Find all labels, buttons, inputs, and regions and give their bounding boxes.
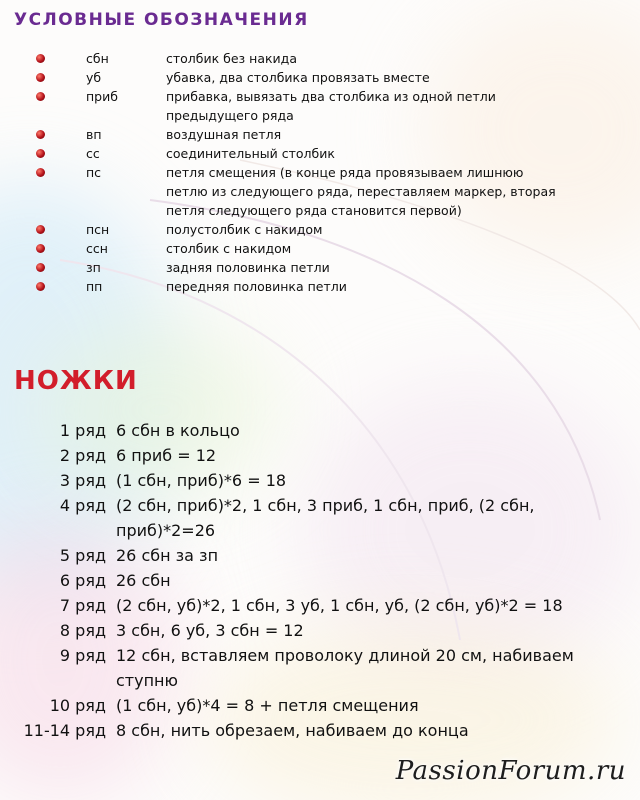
row-number: 1 ряд (59, 421, 106, 440)
watermark: PassionForum.ru (395, 756, 626, 786)
row-text (116, 693, 610, 718)
row-text (116, 418, 610, 443)
red-bead-bullet-icon (36, 125, 48, 144)
legend-item (36, 239, 616, 258)
red-bead-bullet-icon (36, 49, 48, 68)
row-number: 8 ряд (59, 621, 106, 640)
legend-item (36, 220, 616, 239)
legend-abbr: пп (86, 279, 103, 294)
row-text (116, 593, 610, 618)
row-text (116, 568, 610, 593)
row-text (116, 493, 610, 543)
legend-desc (166, 220, 616, 239)
row-text-line: (1 сбн, приб)*6 = 18 (116, 471, 287, 490)
legend-desc (166, 125, 616, 144)
legend-item (36, 68, 616, 87)
row-number: 6 ряд (59, 571, 106, 590)
row-text-line: приб)*2=26 (116, 521, 216, 540)
legend-item (36, 87, 616, 125)
legend-abbr: сбн (86, 51, 109, 66)
legend-item (36, 277, 616, 296)
row-text (116, 718, 610, 743)
row-text (116, 443, 610, 468)
legend-item (36, 144, 616, 163)
row-text (116, 643, 610, 693)
row-number: 5 ряд (59, 546, 106, 565)
row-text-line: 3 сбн, 6 уб, 3 сбн = 12 (116, 621, 304, 640)
instruction-row (0, 493, 610, 543)
instruction-row (0, 643, 610, 693)
legend-desc-line: соединительный столбик (166, 146, 335, 161)
row-number: 2 ряд (59, 446, 106, 465)
legend-desc-line: столбик с накидом (166, 241, 292, 256)
legend-desc (166, 49, 616, 68)
legend-abbr: пс (86, 165, 102, 180)
legend-abbr: ссн (86, 241, 108, 256)
legend-desc-line: воздушная петля (166, 127, 282, 142)
legend-desc-line: задняя половинка петли (166, 260, 330, 275)
legend-desc-line: прибавка, вывязать два столбика из одной петли (166, 89, 496, 104)
row-text (116, 543, 610, 568)
legend-desc (166, 277, 616, 296)
red-bead-bullet-icon (36, 277, 48, 296)
instruction-row (0, 618, 610, 643)
legend-desc-line: полустолбик с накидом (166, 222, 323, 237)
legend-desc (166, 87, 616, 125)
instruction-row (0, 468, 610, 493)
legend-desc-line: убавка, два столбика провязать вместе (166, 70, 430, 85)
instruction-row (0, 593, 610, 618)
row-number: 3 ряд (59, 471, 106, 490)
row-number: 11-14 ряд (23, 721, 106, 740)
legend-abbr: вп (86, 127, 102, 142)
row-text-line: 6 приб = 12 (116, 446, 217, 465)
legend-title: УСЛОВНЫЕ ОБОЗНАЧЕНИЯ (14, 10, 309, 30)
red-bead-bullet-icon (36, 220, 48, 239)
legend-desc-line: передняя половинка петли (166, 279, 347, 294)
instruction-row (0, 418, 610, 443)
instruction-row (0, 443, 610, 468)
legend-abbr: псн (86, 222, 110, 237)
red-bead-bullet-icon (36, 68, 48, 87)
legend-desc (166, 144, 616, 163)
legend-desc (166, 68, 616, 87)
instruction-row (0, 568, 610, 593)
legend-list (36, 49, 616, 296)
red-bead-bullet-icon (36, 87, 48, 125)
legend-item (36, 49, 616, 68)
row-text-line: ступню (116, 671, 178, 690)
legend-desc (166, 163, 616, 220)
row-text-line: (2 сбн, приб)*2, 1 сбн, 3 приб, 1 сбн, приб, (2 сбн, (116, 496, 535, 515)
legend-item (36, 163, 616, 220)
red-bead-bullet-icon (36, 258, 48, 277)
legend-abbr: сс (86, 146, 100, 161)
row-text-line: 12 сбн, вставляем проволоку длиной 20 см, набиваем (116, 646, 574, 665)
legend-abbr: уб (86, 70, 102, 85)
instruction-row (0, 693, 610, 718)
legend-desc (166, 239, 616, 258)
legend-desc-line: петлю из следующего ряда, переставляем маркер, вторая (166, 184, 556, 199)
red-bead-bullet-icon (36, 163, 48, 220)
row-instructions (0, 418, 610, 743)
row-text-line: 8 сбн, нить обрезаем, набиваем до конца (116, 721, 469, 740)
red-bead-bullet-icon (36, 239, 48, 258)
legend-abbr: зп (86, 260, 101, 275)
legend-desc-line: предыдущего ряда (166, 108, 294, 123)
row-number: 9 ряд (59, 646, 106, 665)
legend-item (36, 125, 616, 144)
row-text (116, 468, 610, 493)
legend-desc (166, 258, 616, 277)
red-bead-bullet-icon (36, 144, 48, 163)
legend-desc-line: петля следующего ряда становится первой) (166, 203, 462, 218)
legend-abbr: приб (86, 89, 118, 104)
row-text (116, 618, 610, 643)
row-text-line: 6 сбн в кольцо (116, 421, 240, 440)
legend-item (36, 258, 616, 277)
row-text-line: (2 сбн, уб)*2, 1 сбн, 3 уб, 1 сбн, уб, (2 сбн, уб)*2 = 18 (116, 596, 563, 615)
legend-desc-line: петля смещения (в конце ряда провязываем лишнюю (166, 165, 524, 180)
row-text-line: 26 сбн (116, 571, 171, 590)
legend-desc-line: столбик без накида (166, 51, 297, 66)
instruction-row (0, 718, 610, 743)
row-text-line: 26 сбн за зп (116, 546, 219, 565)
row-text-line: (1 сбн, уб)*4 = 8 + петля смещения (116, 696, 419, 715)
section-title: НОЖКИ (14, 366, 138, 396)
row-number: 4 ряд (59, 496, 106, 515)
row-number: 7 ряд (59, 596, 106, 615)
row-number: 10 ряд (49, 696, 106, 715)
instruction-row (0, 543, 610, 568)
